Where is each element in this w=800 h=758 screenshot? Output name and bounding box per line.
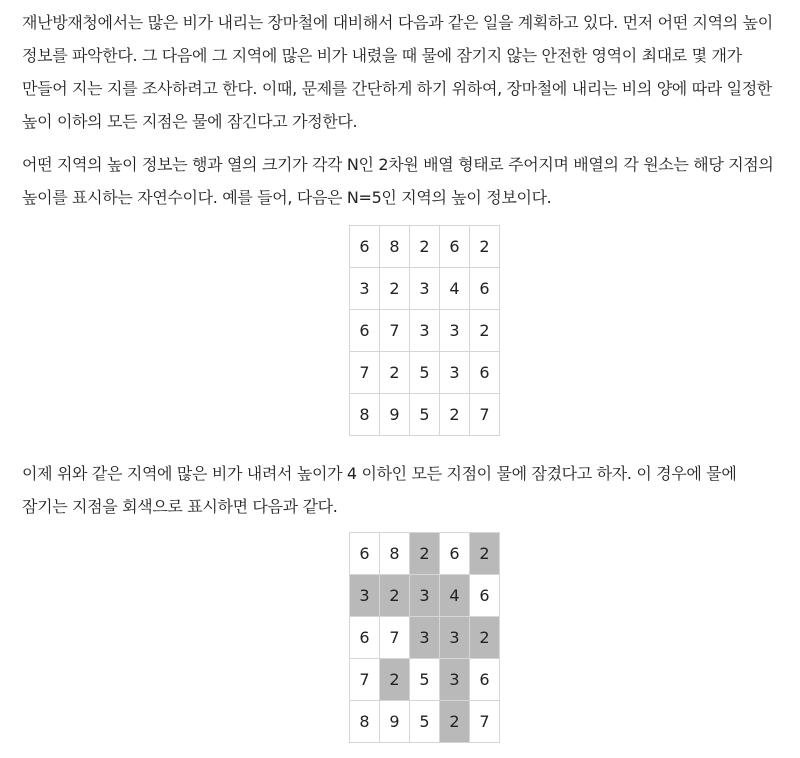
table-row (350, 394, 500, 436)
grid-cell: 6 (350, 533, 380, 575)
grid-cell: 2 (410, 533, 440, 575)
grid-cell: 6 (470, 352, 500, 394)
grid-cell: 2 (440, 701, 470, 743)
table-row (350, 268, 500, 310)
grid-cell: 6 (440, 533, 470, 575)
table-row (350, 575, 500, 617)
grid-cell: 3 (350, 575, 380, 617)
grid-cell: 3 (440, 352, 470, 394)
grid-cell: 8 (350, 394, 380, 436)
grid-cell: 6 (350, 617, 380, 659)
grid-cell: 5 (410, 659, 440, 701)
table-row (350, 659, 500, 701)
grid-cell: 7 (350, 659, 380, 701)
grid-cell: 6 (440, 226, 470, 268)
grid-cell: 3 (350, 268, 380, 310)
grid-cell: 2 (470, 533, 500, 575)
table-row (350, 352, 500, 394)
grid-cell: 7 (470, 394, 500, 436)
grid-cell: 3 (410, 310, 440, 352)
grid-cell: 8 (350, 701, 380, 743)
grid-cell: 2 (380, 575, 410, 617)
grid-cell: 3 (410, 575, 440, 617)
grid-cell: 3 (440, 659, 470, 701)
grid-cell: 2 (380, 659, 410, 701)
grid-cell: 6 (470, 659, 500, 701)
grid-cell: 4 (440, 575, 470, 617)
grid-cell: 2 (470, 226, 500, 268)
intro-paragraph: 재난방재청에서는 많은 비가 내리는 장마철에 대비해서 다음과 같은 일을 계획하고 있다. 먼저 어떤 지역의 높이 정보를 파악한다. 그 다음에 그 지역에 많은 비가 내렸을 때 물에 잠기지 않는 안전한 영역이 최대로 몇 개가 만들어 지는 지를 조사하려고 한다. 이때, 문제를 간단하게 하기 위하여, 장마철에 내리는 비의 양에 따라 일정한 높이 이하의 모든 지점은 물에 잠긴다고 가정한다. (22, 13, 773, 131)
table-row (350, 226, 500, 268)
table-row (350, 310, 500, 352)
flooded-map-table (349, 532, 500, 743)
grid-cell: 2 (440, 394, 470, 436)
table-row (350, 701, 500, 743)
height-info-paragraph: 어떤 지역의 높이 정보는 행과 열의 크기가 각각 N인 2차원 배열 형태로 주어지며 배열의 각 원소는 해당 지점의 높이를 표시하는 자연수이다. 예를 들어, 다음은 N=5인 지역의 높이 정보이다. (22, 155, 774, 207)
grid-cell: 3 (410, 268, 440, 310)
grid-cell: 2 (380, 268, 410, 310)
height-map-table (349, 225, 500, 436)
grid-cell: 2 (380, 352, 410, 394)
grid-cell: 6 (470, 575, 500, 617)
grid-cell: 9 (380, 394, 410, 436)
flood-paragraph: 이제 위와 같은 지역에 많은 비가 내려서 높이가 4 이하인 모든 지점이 물에 잠겼다고 하자. 이 경우에 물에 잠기는 지점을 회색으로 표시하면 다음과 같다. (22, 464, 737, 516)
grid-cell: 8 (380, 226, 410, 268)
grid-cell: 6 (350, 226, 380, 268)
grid-cell: 5 (410, 394, 440, 436)
grid-cell: 5 (410, 352, 440, 394)
grid-cell: 5 (410, 701, 440, 743)
grid-cell: 6 (470, 268, 500, 310)
grid-cell: 2 (470, 617, 500, 659)
grid-cell: 8 (380, 533, 410, 575)
grid-cell: 3 (410, 617, 440, 659)
grid-cell: 2 (470, 310, 500, 352)
grid-cell: 2 (410, 226, 440, 268)
grid-cell: 7 (380, 310, 410, 352)
grid-cell: 7 (350, 352, 380, 394)
grid-cell: 4 (440, 268, 470, 310)
grid-cell: 3 (440, 617, 470, 659)
grid-cell: 9 (380, 701, 410, 743)
grid-cell: 7 (380, 617, 410, 659)
grid-cell: 3 (440, 310, 470, 352)
grid-cell: 7 (470, 701, 500, 743)
table-row (350, 617, 500, 659)
grid-cell: 6 (350, 310, 380, 352)
table-row (350, 533, 500, 575)
